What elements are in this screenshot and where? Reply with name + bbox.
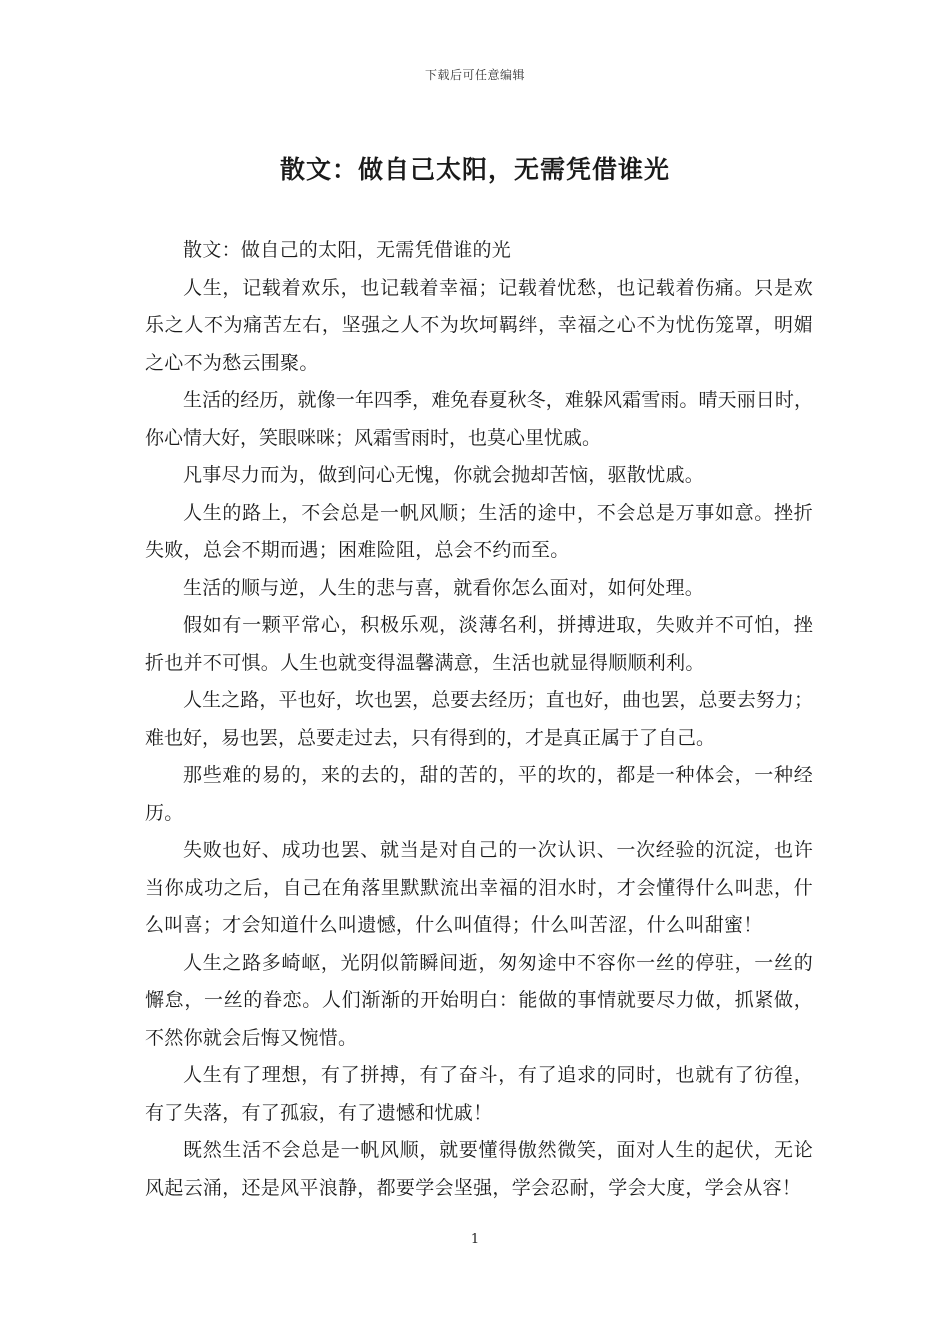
paragraph: 散文：做自己的太阳，无需凭借谁的光 [183,239,512,261]
paragraph: 失败也好、成功也罢、就当是对自己的一次认识、一次经验的沉淀，也许当你成功之后，自己在角落里默默流出幸福的泪水时，才会懂得什么叫悲，什么叫喜；才会知道什么叫遗憾，什么叫值得；什么叫苦涩，什么叫甜蜜！ [145,839,813,936]
paragraph: 凡事尽力而为，做到问心无愧，你就会抛却苦恼，驱散忧戚。 [183,464,705,486]
document-title: 散文：做自己太阳，无需凭借谁光 [279,155,670,184]
paragraph: 生活的顺与逆，人生的悲与喜，就看你怎么面对，如何处理。 [183,576,705,599]
document-body [145,232,813,1207]
paragraph: 人生有了理想，有了拼搏，有了奋斗，有了追求的同时，也就有了彷徨，有了失落，有了孤寂，有了遗憾和忧戚！ [145,1064,813,1124]
paragraph: 人生之路，平也好，坎也罢，总要去经历；直也好，曲也罢，总要去努力；难也好，易也罢，总要走过去，只有得到的，才是真正属于了自己。 [145,689,813,749]
paragraph: 人生的路上，不会总是一帆风顺；生活的途中，不会总是万事如意。挫折失败，总会不期而遇；困难险阻，总会不约而至。 [145,501,813,561]
paragraph: 人生之路多崎岖，光阴似箭瞬间逝，匆匆途中不容你一丝的停驻，一丝的懈怠，一丝的眷恋。人们渐渐的开始明白：能做的事情就要尽力做，抓紧做，不然你就会后悔又惋惜。 [145,951,813,1049]
header-note: 下载后可任意编辑 [424,68,525,82]
paragraph: 人生，记载着欢乐，也记载着幸福；记载着忧愁，也记载着伤痛。只是欢乐之人不为痛苦左右，坚强之人不为坎坷羁绊，幸福之心不为忧伤笼罩，明媚之心不为愁云围聚。 [145,276,813,374]
paragraph: 那些难的易的，来的去的，甜的苦的，平的坎的，都是一种体会，一种经历。 [145,764,813,824]
paragraph: 生活的经历，就像一年四季，难免春夏秋冬，难躲风霜雪雨。晴天丽日时，你心情大好，笑眼咪咪；风霜雪雨时，也莫心里忧戚。 [145,389,813,449]
page-number: 1 [470,1232,480,1247]
paragraph: 假如有一颗平常心，积极乐观，淡薄名利，拼搏进取，失败并不可怕，挫折也并不可惧。人生也就变得温馨满意，生活也就显得顺顺利利。 [145,614,813,674]
paragraph: 既然生活不会总是一帆风顺，就要懂得傲然微笑，面对人生的起伏，无论风起云涌，还是风平浪静，都要学会坚强，学会忍耐，学会大度，学会从容！ [145,1139,813,1199]
